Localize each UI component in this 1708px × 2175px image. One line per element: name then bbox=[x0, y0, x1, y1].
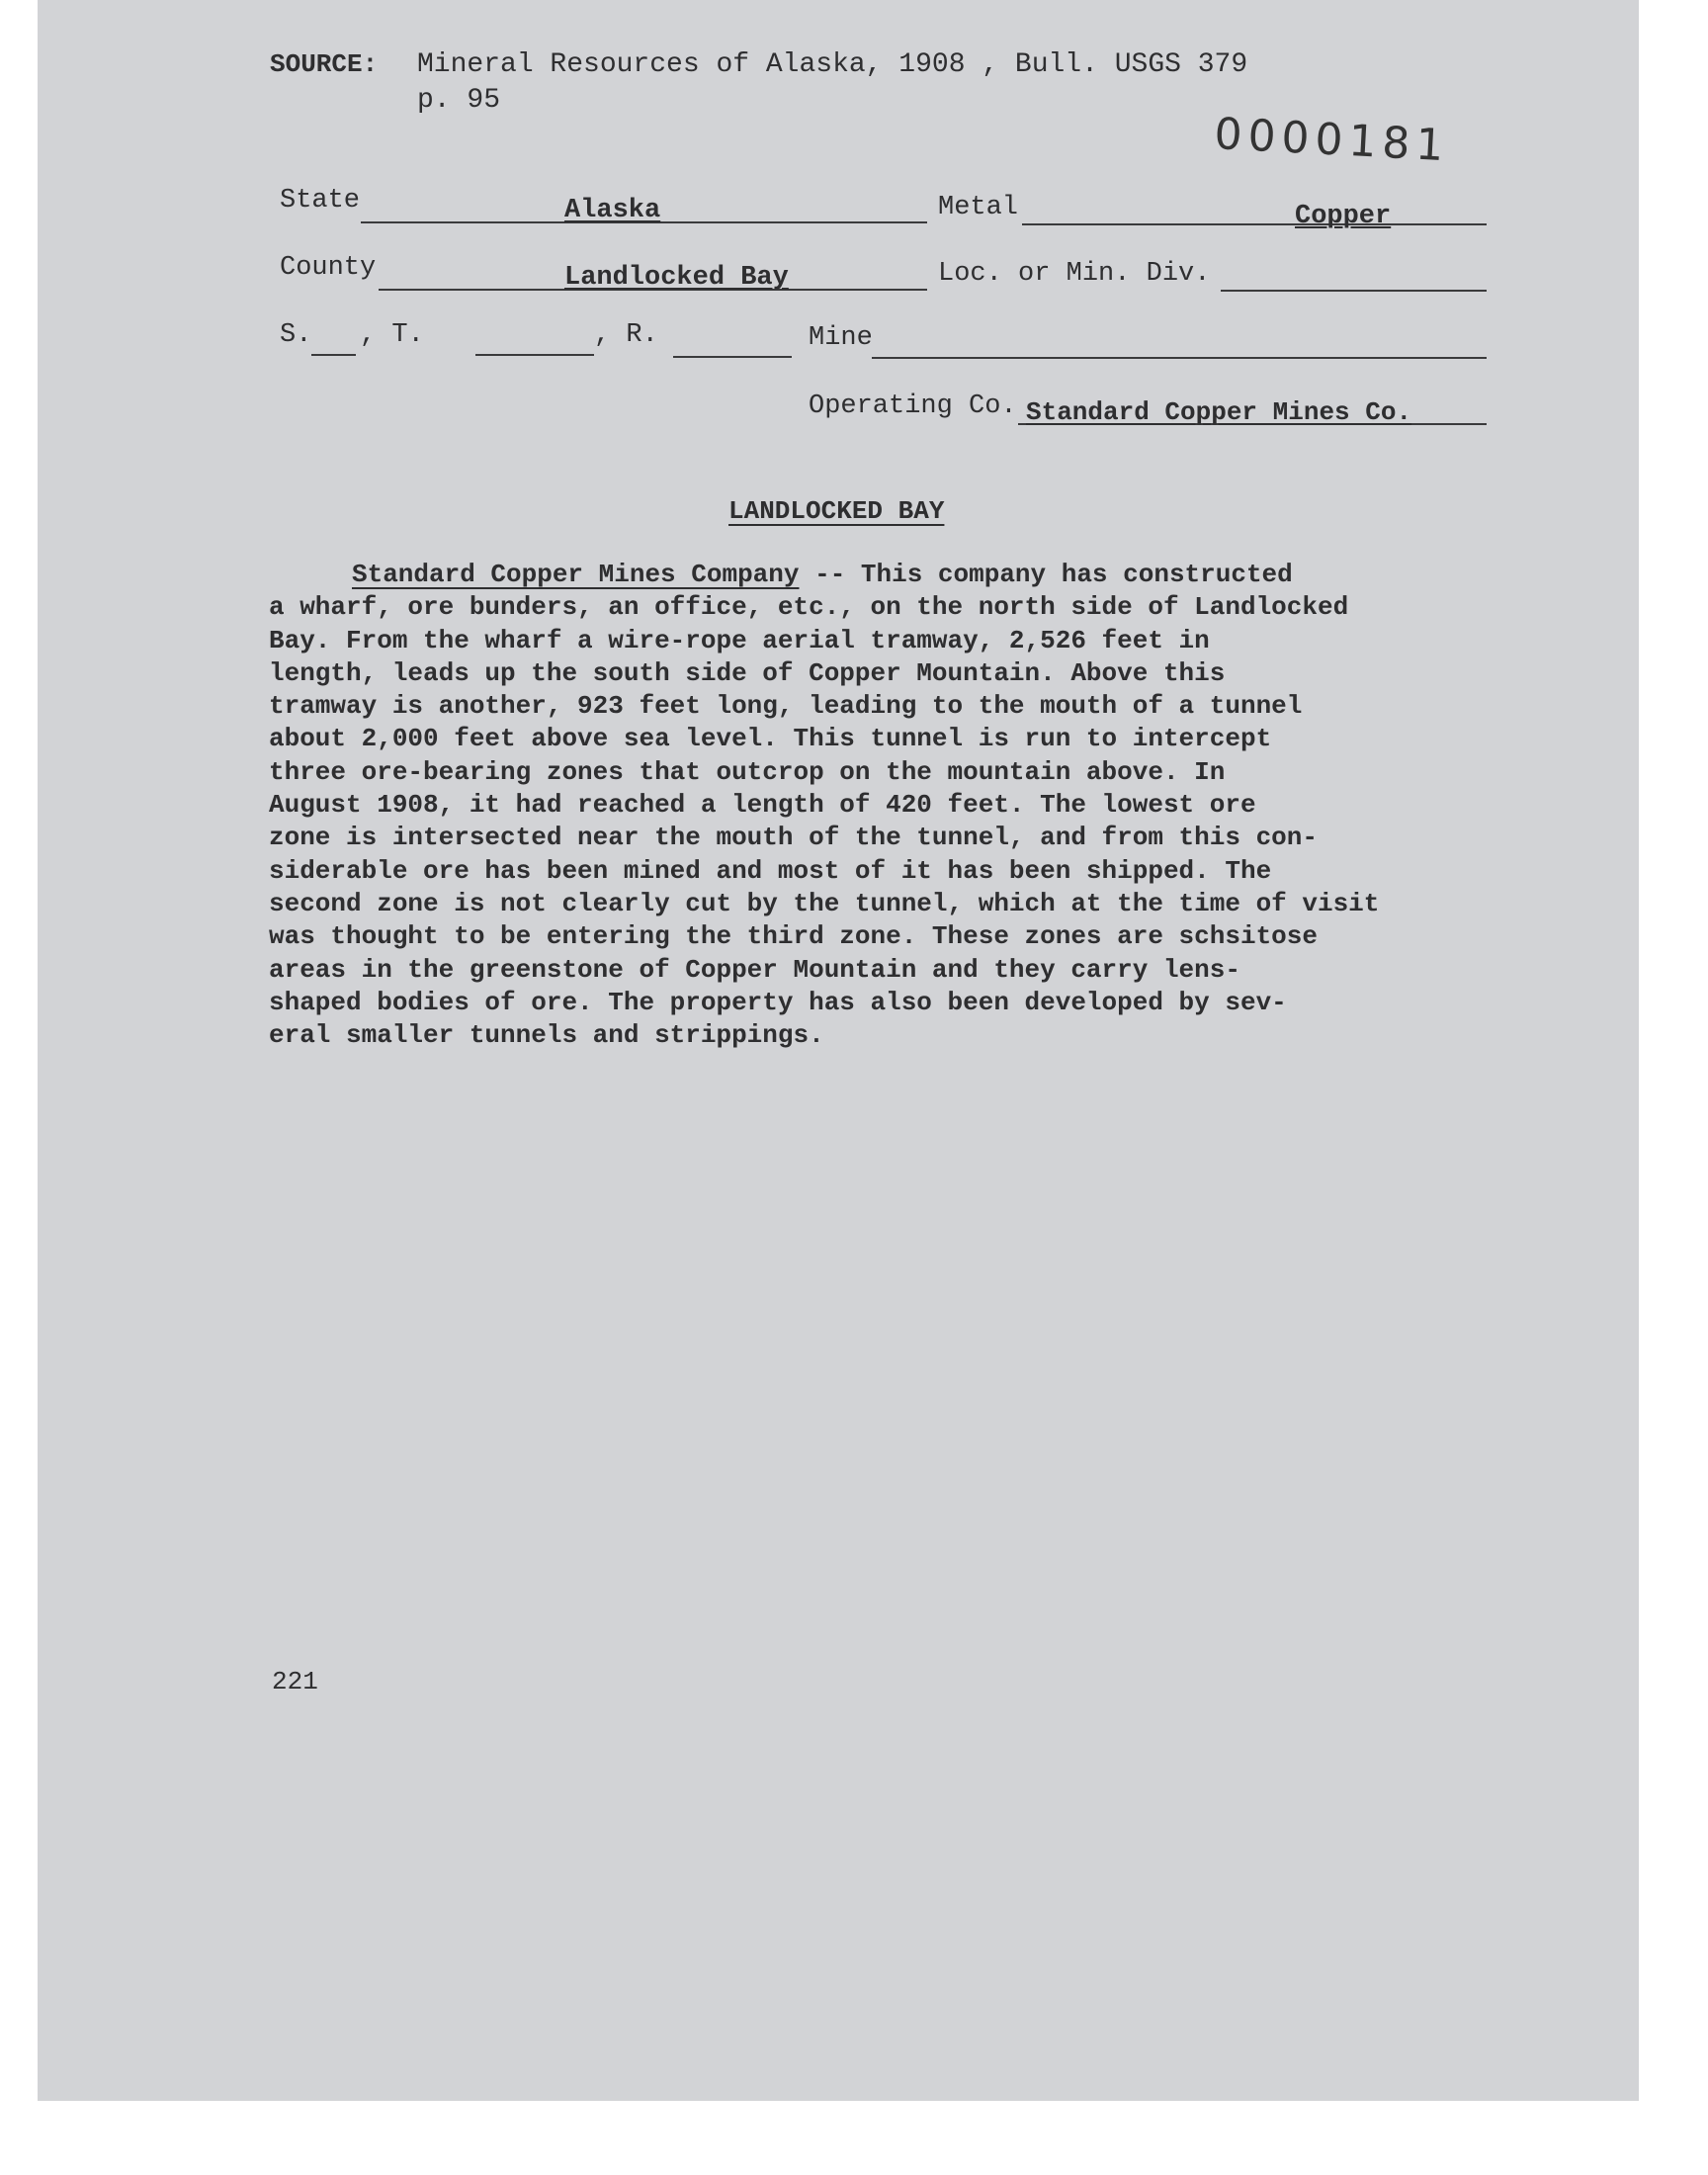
county-value: Landlocked Bay bbox=[564, 263, 789, 293]
loc-label: Loc. or Min. Div. bbox=[938, 259, 1211, 289]
body-line: shaped bodies of ore. The property has also been developed by sev- bbox=[269, 987, 1287, 1017]
body-line: siderable ore has been mined and most of it has been shipped. The bbox=[269, 855, 1272, 886]
source-label: SOURCE: bbox=[270, 49, 379, 79]
operating-co-value: Standard Copper Mines Co. bbox=[1026, 397, 1412, 427]
body-line: -- This company has constructed bbox=[799, 560, 1293, 589]
range-label: , R. bbox=[594, 320, 658, 350]
operating-co-label: Operating Co. bbox=[809, 392, 1017, 421]
body-line: length, leads up the south side of Copper Mountain. Above this bbox=[269, 657, 1226, 688]
body-line: eral smaller tunnels and strippings. bbox=[269, 1020, 824, 1051]
body-line: areas in the greenstone of Copper Mountain and they carry lens- bbox=[269, 954, 1240, 985]
source-page: p. 95 bbox=[417, 85, 501, 116]
township-label: , T. bbox=[360, 320, 424, 350]
body-text bbox=[269, 559, 1504, 1052]
body-line: second zone is not clearly cut by the tunnel, which at the time of visit bbox=[269, 888, 1380, 918]
mine-line bbox=[872, 357, 1487, 359]
mine-label: Mine bbox=[809, 323, 873, 353]
body-line: zone is intersected near the mouth of the tunnel, and from this con- bbox=[269, 823, 1318, 853]
body-line: August 1908, it had reached a length of 420 feet. The lowest ore bbox=[269, 790, 1256, 821]
source-citation: Mineral Resources of Alaska, 1908 , Bull. USGS 379 bbox=[417, 49, 1248, 80]
body-line: tramway is another, 923 feet long, leading to the mouth of a tunnel bbox=[269, 691, 1303, 722]
body-line: about 2,000 feet above sea level. This tunnel is run to intercept bbox=[269, 724, 1272, 754]
page-number: 221 bbox=[272, 1667, 318, 1696]
body-line: was thought to be entering the third zone. These zones are schsitose bbox=[269, 921, 1318, 952]
body-line: a wharf, ore bunders, an office, etc., on the north side of Landlocked bbox=[269, 592, 1349, 623]
range-line bbox=[673, 356, 792, 358]
state-label: State bbox=[280, 186, 361, 216]
metal-label: Metal bbox=[938, 193, 1019, 222]
county-label: County bbox=[280, 253, 377, 283]
company-name-lead: Standard Copper Mines Company bbox=[352, 560, 800, 589]
township-line bbox=[475, 354, 594, 356]
document-page bbox=[38, 0, 1639, 2101]
state-value: Alaska bbox=[564, 196, 661, 225]
body-line: Bay. From the wharf a wire-rope aerial tramway, 2,526 feet in bbox=[269, 625, 1210, 655]
loc-line bbox=[1221, 290, 1487, 292]
reference-number-stamp: 0000181 bbox=[1213, 109, 1451, 172]
metal-value: Copper bbox=[1295, 202, 1392, 231]
section-line bbox=[311, 354, 356, 356]
metal-line bbox=[1022, 223, 1487, 225]
section-label: S. bbox=[280, 320, 312, 350]
section-heading: LANDLOCKED BAY bbox=[728, 496, 945, 526]
body-line: three ore-bearing zones that outcrop on the mountain above. In bbox=[269, 756, 1226, 787]
